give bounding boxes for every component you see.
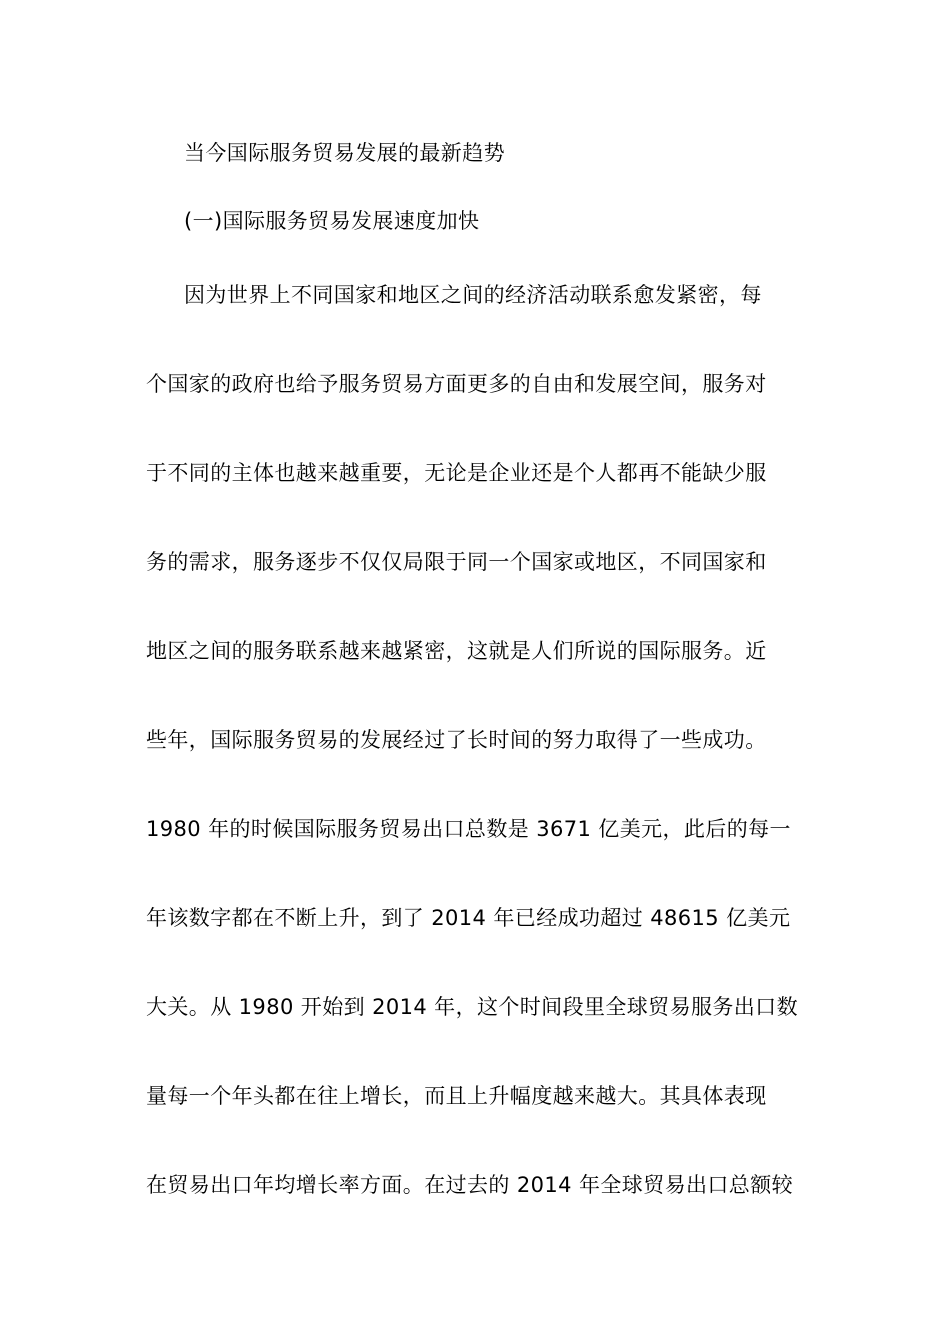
paragraph-line: 因为世界上不同国家和地区之间的经济活动联系愈发紧密，每 (184, 283, 762, 307)
paragraph-line: 在贸易出口年均增长率方面。在过去的 2014 年全球贸易出口总额较 (146, 1173, 793, 1197)
paragraph-line: 地区之间的服务联系越来越紧密，这就是人们所说的国际服务。近 (146, 639, 767, 663)
paragraph-line: 个国家的政府也给予服务贸易方面更多的自由和发展空间，服务对 (146, 372, 767, 396)
paragraph-line: 量每一个年头都在往上增长，而且上升幅度越来越大。其具体表现 (146, 1084, 767, 1108)
section-heading: (一)国际服务贸易发展速度加快 (184, 209, 480, 233)
paragraph-line: 大关。从 1980 开始到 2014 年，这个时间段里全球贸易服务出口数 (146, 995, 798, 1019)
document-title: 当今国际服务贸易发展的最新趋势 (184, 141, 505, 165)
paragraph-line: 1980 年的时候国际服务贸易出口总数是 3671 亿美元，此后的每一 (146, 817, 791, 841)
paragraph-line: 于不同的主体也越来越重要，无论是企业还是个人都再不能缺少服 (146, 461, 767, 485)
paragraph-line: 些年，国际服务贸易的发展经过了长时间的努力取得了一些成功。 (146, 728, 767, 752)
paragraph-line: 务的需求，服务逐步不仅仅局限于同一个国家或地区，不同国家和 (146, 550, 767, 574)
paragraph-line: 年该数字都在不断上升，到了 2014 年已经成功超过 48615 亿美元 (146, 906, 791, 930)
